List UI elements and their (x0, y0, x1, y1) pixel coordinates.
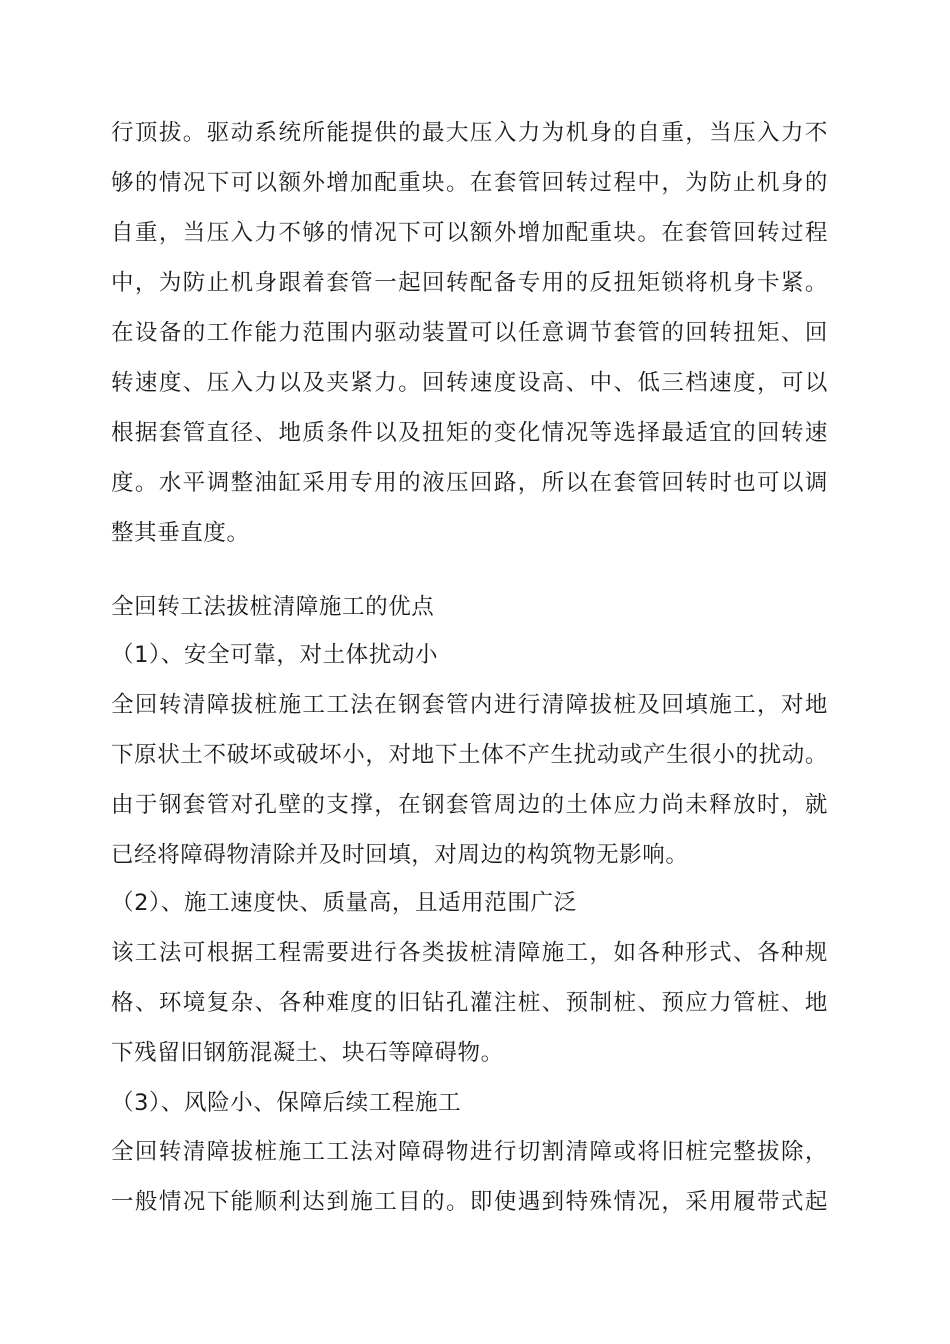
text-line: 一般情况下能顺利达到施工目的。即使遇到特殊情况，采用履带式起 (111, 1189, 828, 1215)
item-heading: （3）、风险小、保障后续工程施工 (111, 1090, 462, 1116)
text-line: 度。水平调整油缸采用专用的液压回路，所以在套管回转时也可以调 (111, 470, 828, 496)
text-line: 该工法可根据工程需要进行各类拔桩清障施工，如各种形式、各种规 (111, 940, 828, 966)
text-line: 转速度、压入力以及夹紧力。回转速度设高、中、低三档速度，可以 (111, 370, 828, 396)
text-line: 由于钢套管对孔壁的支撑，在钢套管周边的土体应力尚未释放时，就 (111, 792, 828, 818)
text-line: 行顶拔。驱动系统所能提供的最大压入力为机身的自重，当压入力不 (111, 120, 828, 146)
item-heading: （2）、施工速度快、质量高，且适用范围广泛 (111, 890, 577, 916)
text-line: 够的情况下可以额外增加配重块。在套管回转过程中，为防止机身的 (111, 170, 828, 196)
text-line: 已经将障碍物清除并及时回填，对周边的构筑物无影响。 (111, 842, 689, 868)
text-line: 整其垂直度。 (111, 520, 250, 546)
text-line: 在设备的工作能力范围内驱动装置可以任意调节套管的回转扭矩、回 (111, 320, 828, 346)
text-line: 下残留旧钢筋混凝土、块石等障碍物。 (111, 1040, 504, 1066)
item-heading: （1）、安全可靠，对土体扰动小 (111, 642, 439, 668)
text-line: 中，为防止机身跟着套管一起回转配备专用的反扭矩锁将机身卡紧。 (111, 270, 828, 296)
text-line: 下原状土不破坏或破坏小，对地下土体不产生扰动或产生很小的扰动。 (111, 742, 828, 768)
text-line: 格、环境复杂、各种难度的旧钻孔灌注桩、预制桩、预应力管桩、地 (111, 990, 828, 1016)
text-line: 全回转清障拔桩施工工法对障碍物进行切割清障或将旧桩完整拔除， (111, 1139, 828, 1165)
text-line: 全回转清障拔桩施工工法在钢套管内进行清障拔桩及回填施工，对地 (111, 692, 828, 718)
text-line: 根据套管直径、地质条件以及扭矩的变化情况等选择最适宜的回转速 (111, 420, 828, 446)
section-title: 全回转工法拔桩清障施工的优点 (111, 594, 435, 620)
text-line: 自重，当压入力不够的情况下可以额外增加配重块。在套管回转过程 (111, 220, 828, 246)
